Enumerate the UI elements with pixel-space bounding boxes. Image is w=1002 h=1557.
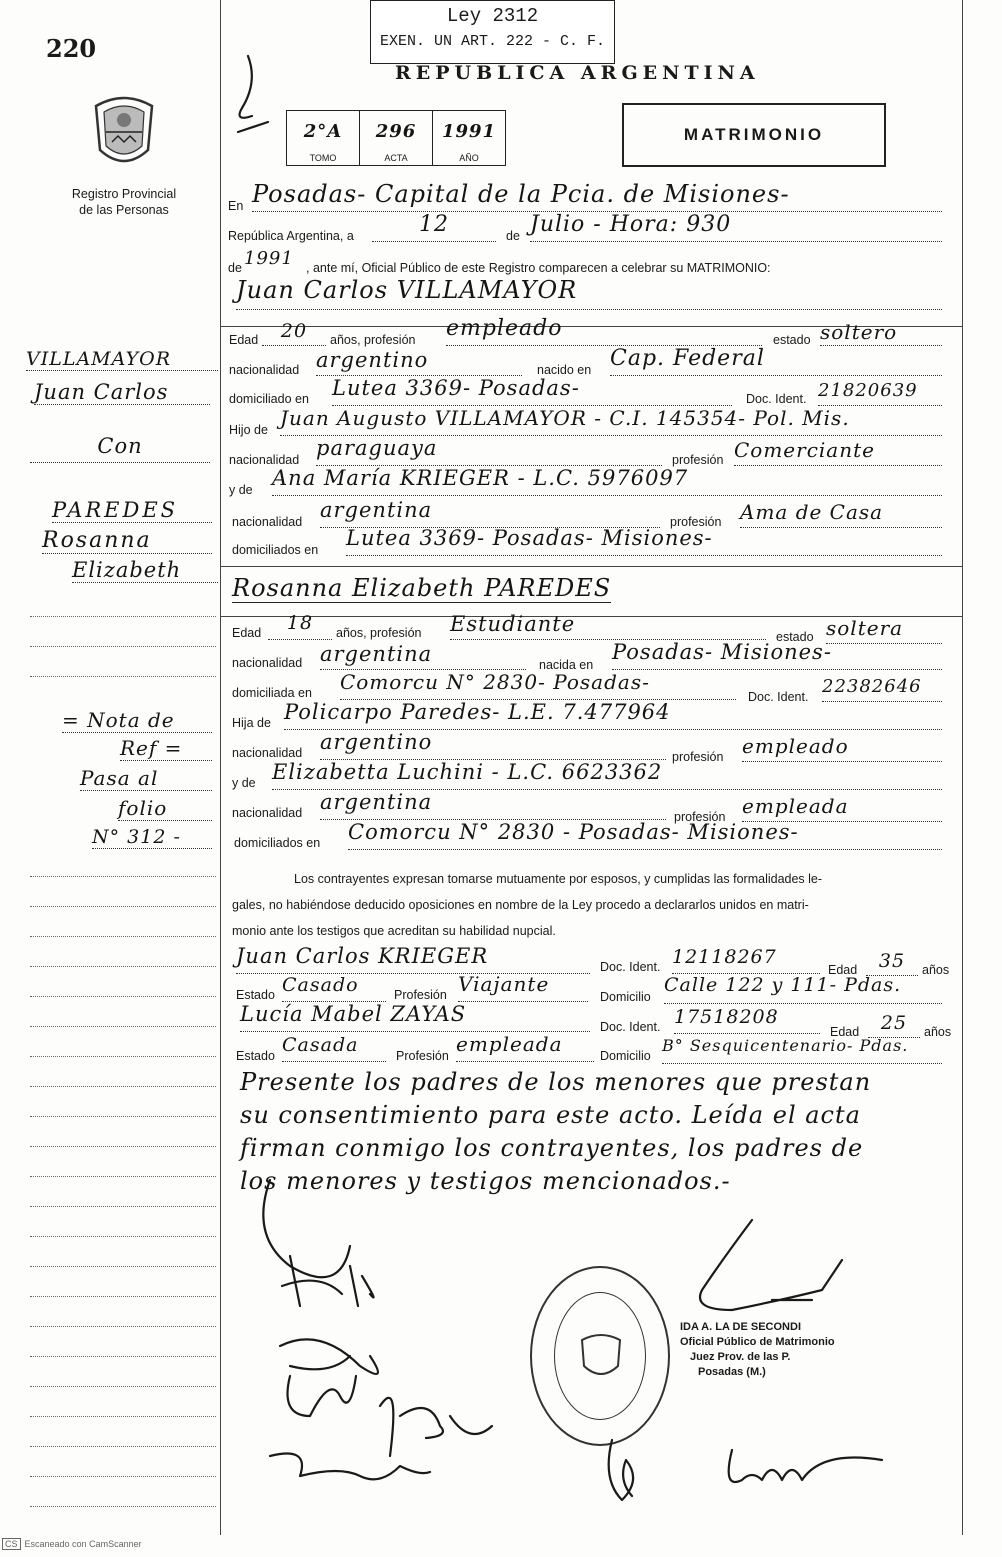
margin-rule bbox=[30, 1326, 216, 1327]
witness2-dom-label: Domicilio bbox=[600, 1049, 651, 1063]
bride-hija-label: Hija de bbox=[232, 716, 271, 730]
record-boxes bbox=[286, 110, 506, 166]
groom-dom-label: domiciliado en bbox=[229, 392, 309, 406]
bride-padre-prof: empleado bbox=[742, 734, 942, 762]
groom-doc: 21820639 bbox=[818, 380, 942, 406]
signatures-left bbox=[230, 1176, 610, 1516]
signature-3 bbox=[280, 1339, 378, 1374]
declaration-line2: gales, no habiéndose deducido oposiciones en nombre de la Ley procedo a declararlos unidos en matri- bbox=[232, 898, 809, 912]
margin-rule-right bbox=[962, 0, 963, 1535]
groom-padre-nac: paraguaya bbox=[316, 436, 662, 466]
acta-box bbox=[360, 111, 433, 165]
witness1-doc: 12118267 bbox=[672, 946, 820, 974]
bride-domiciliados: Comorcu N° 2830 - Posadas- Misiones- bbox=[348, 820, 942, 850]
groom-anos-prof-label: años, profesión bbox=[330, 333, 416, 347]
official-stamp-line4: Posadas (M.) bbox=[698, 1366, 766, 1378]
bride-name: Rosanna Elizabeth PAREDES bbox=[232, 574, 612, 602]
margin-rule bbox=[30, 1236, 216, 1237]
scanner-mark-text: Escaneado con CamScanner bbox=[24, 1539, 142, 1549]
margin-groom-surname: VILLAMAYOR bbox=[26, 348, 218, 371]
declaration-text bbox=[232, 866, 952, 944]
groom-domiciliados-label: domiciliados en bbox=[232, 543, 319, 557]
ano-box bbox=[433, 111, 505, 165]
margin-rule bbox=[30, 1056, 216, 1057]
notes-line2: su consentimiento para este acto. Leída el acta bbox=[240, 1101, 861, 1129]
witness1-doc-label: Doc. Ident. bbox=[600, 960, 661, 974]
bride-estado: soltera bbox=[826, 616, 942, 644]
margin-rule bbox=[30, 676, 216, 677]
witness2-domicilio: B° Sesquicentenario- Pdas. bbox=[662, 1036, 942, 1064]
groom-edad: 20 bbox=[262, 320, 326, 346]
initial-mark-icon bbox=[228, 52, 278, 162]
groom-profesion: empleado bbox=[446, 316, 762, 346]
groom-padre: Juan Augusto VILLAMAYOR - C.I. 145354- Pol. Mis. bbox=[280, 406, 942, 436]
law-stamp bbox=[370, 0, 615, 64]
witness2-profesion: empleada bbox=[456, 1032, 594, 1062]
witness2-edad-label: Edad bbox=[830, 1025, 860, 1039]
ano-value: 1991 bbox=[441, 121, 497, 142]
signature-6 bbox=[270, 1454, 430, 1480]
camscanner-icon: CS bbox=[2, 1538, 21, 1550]
witness1-estado-label: Estado bbox=[236, 988, 275, 1002]
margin-rule bbox=[30, 1386, 216, 1387]
witness1-dom-label: Domicilio bbox=[600, 990, 651, 1004]
witness1-name: Juan Carlos KRIEGER bbox=[236, 944, 590, 974]
signature-9 bbox=[729, 1450, 882, 1482]
margin-note-line1: = Nota de bbox=[62, 708, 212, 733]
bride-madre-nac-label: nacionalidad bbox=[232, 806, 303, 820]
bride-doc-label: Doc. Ident. bbox=[748, 690, 809, 704]
signature-7 bbox=[700, 1220, 842, 1310]
witness2-profesion-label: Profesión bbox=[396, 1049, 449, 1063]
bride-padre-nac-label: nacionalidad bbox=[232, 746, 303, 760]
tomo-label: TOMO bbox=[309, 153, 337, 163]
margin-rule bbox=[30, 906, 216, 907]
groom-padre-nac-label: nacionalidad bbox=[229, 453, 300, 467]
acta-value: 296 bbox=[375, 121, 417, 142]
tomo-value: 2°A bbox=[303, 121, 343, 142]
groom-doc-label: Doc. Ident. bbox=[746, 392, 807, 406]
margin-rule bbox=[30, 966, 216, 967]
bride-domicilio: Comorcu N° 2830- Posadas- bbox=[340, 670, 736, 700]
groom-edad-label: Edad bbox=[229, 333, 259, 347]
ano-label: AÑO bbox=[459, 153, 479, 163]
signature-5 bbox=[380, 1398, 492, 1456]
bride-padre-nac: argentino bbox=[320, 730, 666, 760]
witness2-name: Lucía Mabel ZAYAS bbox=[240, 1002, 590, 1032]
margin-note-line3: Pasa al bbox=[80, 766, 212, 791]
registry-line1: Registro Provincial bbox=[71, 187, 177, 201]
margin-bride-name1: Rosanna bbox=[42, 528, 212, 554]
witness1-domicilio: Calle 122 y 111- Pdas. bbox=[664, 974, 942, 1004]
margin-rule bbox=[30, 1116, 216, 1117]
margin-rule bbox=[30, 616, 216, 617]
groom-domiciliados: Lutea 3369- Posadas- Misiones- bbox=[346, 526, 942, 556]
groom-estado: soltero bbox=[820, 320, 942, 346]
groom-madre: Ana María KRIEGER - L.C. 5976097 bbox=[272, 466, 942, 496]
year-prefix: de bbox=[228, 261, 242, 275]
groom-nacido: Cap. Federal bbox=[610, 346, 942, 376]
bride-nac-label: nacionalidad bbox=[232, 656, 303, 670]
groom-estado-label: estado bbox=[773, 333, 811, 347]
signature-4 bbox=[288, 1376, 357, 1416]
bride-nacionalidad: argentina bbox=[320, 642, 526, 670]
notes-line3: firman conmigo los contrayentes, los padres de bbox=[240, 1134, 864, 1162]
groom-hijo-label: Hijo de bbox=[229, 423, 268, 437]
intro-text: , ante mí, Oficial Público de este Registro comparecen a celebrar su MATRIMONIO: bbox=[306, 261, 771, 275]
groom-name: Juan Carlos VILLAMAYOR bbox=[236, 276, 942, 310]
margin-rule bbox=[30, 1146, 216, 1147]
margin-rule bbox=[30, 1176, 216, 1177]
bride-doc: 22382646 bbox=[822, 676, 942, 702]
notes-line1: Presente los padres de los menores que prestan bbox=[240, 1068, 872, 1096]
mid-divider bbox=[220, 566, 962, 567]
margin-rule bbox=[30, 1506, 216, 1507]
groom-padre-prof: Comerciante bbox=[734, 438, 942, 466]
margin-rule bbox=[30, 1296, 216, 1297]
scanner-mark bbox=[2, 1538, 142, 1550]
bride-profesion: Estudiante bbox=[450, 612, 766, 640]
witness1-estado: Casado bbox=[282, 974, 386, 1002]
groom-nac-label: nacionalidad bbox=[229, 363, 300, 377]
margin-bride-name2: Elizabeth bbox=[72, 558, 218, 583]
doc-type-box: MATRIMONIO bbox=[622, 103, 886, 167]
bride-padre-prof-label: profesión bbox=[672, 750, 724, 764]
bride-nacida: Posadas- Misiones- bbox=[612, 640, 942, 670]
bride-edad-label: Edad bbox=[232, 626, 262, 640]
bride-padre: Policarpo Paredes- L.E. 7.477964 bbox=[284, 700, 942, 730]
declaration-line3: monio ante los testigos que acreditan su habilidad nupcial. bbox=[232, 924, 556, 938]
groom-domicilio: Lutea 3369- Posadas- bbox=[332, 376, 732, 406]
registry-label bbox=[50, 186, 198, 218]
year-value: 1991 bbox=[244, 248, 294, 269]
declaration-line1: Los contrayentes expresan tomarse mutuamente por esposos, y cumplidas las formalidades le- bbox=[294, 872, 823, 886]
day-value: 12 bbox=[372, 212, 496, 242]
margin-rule bbox=[30, 1266, 216, 1267]
margin-rule bbox=[30, 1356, 216, 1357]
witness2-estado: Casada bbox=[282, 1034, 386, 1062]
groom-padre-prof-label: profesión bbox=[672, 453, 724, 467]
groom-madre-prof-label: profesión bbox=[670, 515, 722, 529]
witness1-profesion-label: Profesión bbox=[394, 988, 447, 1002]
margin-rule bbox=[30, 936, 216, 937]
bride-madre-prof: empleada bbox=[742, 794, 942, 822]
page-number: 220 bbox=[46, 34, 97, 63]
groom-madre-nac: argentina bbox=[320, 498, 660, 528]
margin-note-line4: folio bbox=[118, 796, 212, 821]
official-stamp-line2: Oficial Público de Matrimonio bbox=[680, 1336, 835, 1348]
margin-rule bbox=[30, 996, 216, 997]
official-stamp-line3: Juez Prov. de las P. bbox=[690, 1351, 791, 1363]
witness2-edad: 25 bbox=[868, 1012, 920, 1038]
witness2-estado-label: Estado bbox=[236, 1049, 275, 1063]
witness1-edad: 35 bbox=[866, 950, 918, 976]
tomo-box bbox=[287, 111, 360, 165]
margin-note-line2: Ref = bbox=[120, 736, 212, 761]
bride-estado-label: estado bbox=[776, 630, 814, 644]
law-stamp-line1: Ley 2312 bbox=[446, 5, 539, 27]
bride-nacida-label: nacida en bbox=[539, 658, 594, 672]
margin-rule bbox=[30, 1416, 216, 1417]
margin-rule-left bbox=[220, 0, 221, 1535]
signature-2 bbox=[282, 1256, 374, 1306]
month-time-value: Julio - Hora: 930 bbox=[530, 212, 942, 242]
groom-nacionalidad: argentino bbox=[316, 348, 522, 376]
witness1-edad-label: Edad bbox=[828, 963, 858, 977]
republica-label: República Argentina, a bbox=[228, 229, 354, 243]
bride-edad: 18 bbox=[268, 612, 332, 640]
bride-anos-prof-label: años, profesión bbox=[336, 626, 422, 640]
groom-madre-nac-label: nacionalidad bbox=[232, 515, 303, 529]
witness1-anos-label: años bbox=[922, 963, 950, 977]
margin-rule bbox=[30, 1086, 216, 1087]
notes-line4: los menores y testigos mencionados.- bbox=[240, 1167, 731, 1195]
witness1-profesion: Viajante bbox=[458, 972, 588, 1002]
signatures-right bbox=[582, 1200, 912, 1510]
witness2-anos-label: años bbox=[924, 1025, 952, 1039]
bride-madre-prof-label: profesión bbox=[674, 810, 726, 824]
margin-groom-name: Juan Carlos bbox=[34, 380, 210, 405]
margin-bride-surname: PAREDES bbox=[52, 498, 212, 523]
country-title: REPUBLICA ARGENTINA bbox=[395, 62, 760, 84]
witness2-doc-label: Doc. Ident. bbox=[600, 1020, 661, 1034]
margin-rule bbox=[30, 646, 216, 647]
bride-yde-label: y de bbox=[232, 776, 256, 790]
place-value: Posadas- Capital de la Pcia. de Misiones- bbox=[252, 180, 942, 212]
law-stamp-line2: EXEN. UN ART. 222 - C. F. bbox=[379, 33, 606, 50]
margin-rule bbox=[30, 1476, 216, 1477]
bride-madre: Elizabetta Luchini - L.C. 6623362 bbox=[272, 760, 942, 790]
de-label: de bbox=[506, 229, 520, 243]
signature-1 bbox=[263, 1180, 350, 1277]
witness2-doc: 17518208 bbox=[674, 1006, 820, 1034]
official-stamp-line1: IDA A. LA DE SECONDI bbox=[680, 1321, 802, 1333]
acta-label: ACTA bbox=[384, 153, 408, 163]
bride-dom-label: domiciliada en bbox=[232, 686, 312, 700]
en-label: En bbox=[228, 199, 244, 213]
margin-note-line5: N° 312 - bbox=[92, 826, 212, 849]
groom-nacido-label: nacido en bbox=[537, 363, 592, 377]
signature-8 bbox=[609, 1440, 633, 1500]
coat-of-arms-icon bbox=[88, 92, 160, 172]
margin-rule bbox=[30, 1026, 216, 1027]
margin-con-rule bbox=[30, 462, 210, 463]
margin-con: Con bbox=[97, 434, 143, 458]
margin-rule bbox=[30, 876, 216, 877]
bride-domiciliados-label: domiciliados en bbox=[234, 836, 321, 850]
margin-rule bbox=[30, 1206, 216, 1207]
margin-rule bbox=[30, 1446, 216, 1447]
groom-yde-label: y de bbox=[229, 483, 253, 497]
registry-line2: de las Personas bbox=[79, 203, 169, 217]
bride-madre-nac: argentina bbox=[320, 790, 666, 820]
groom-madre-prof: Ama de Casa bbox=[740, 500, 942, 528]
